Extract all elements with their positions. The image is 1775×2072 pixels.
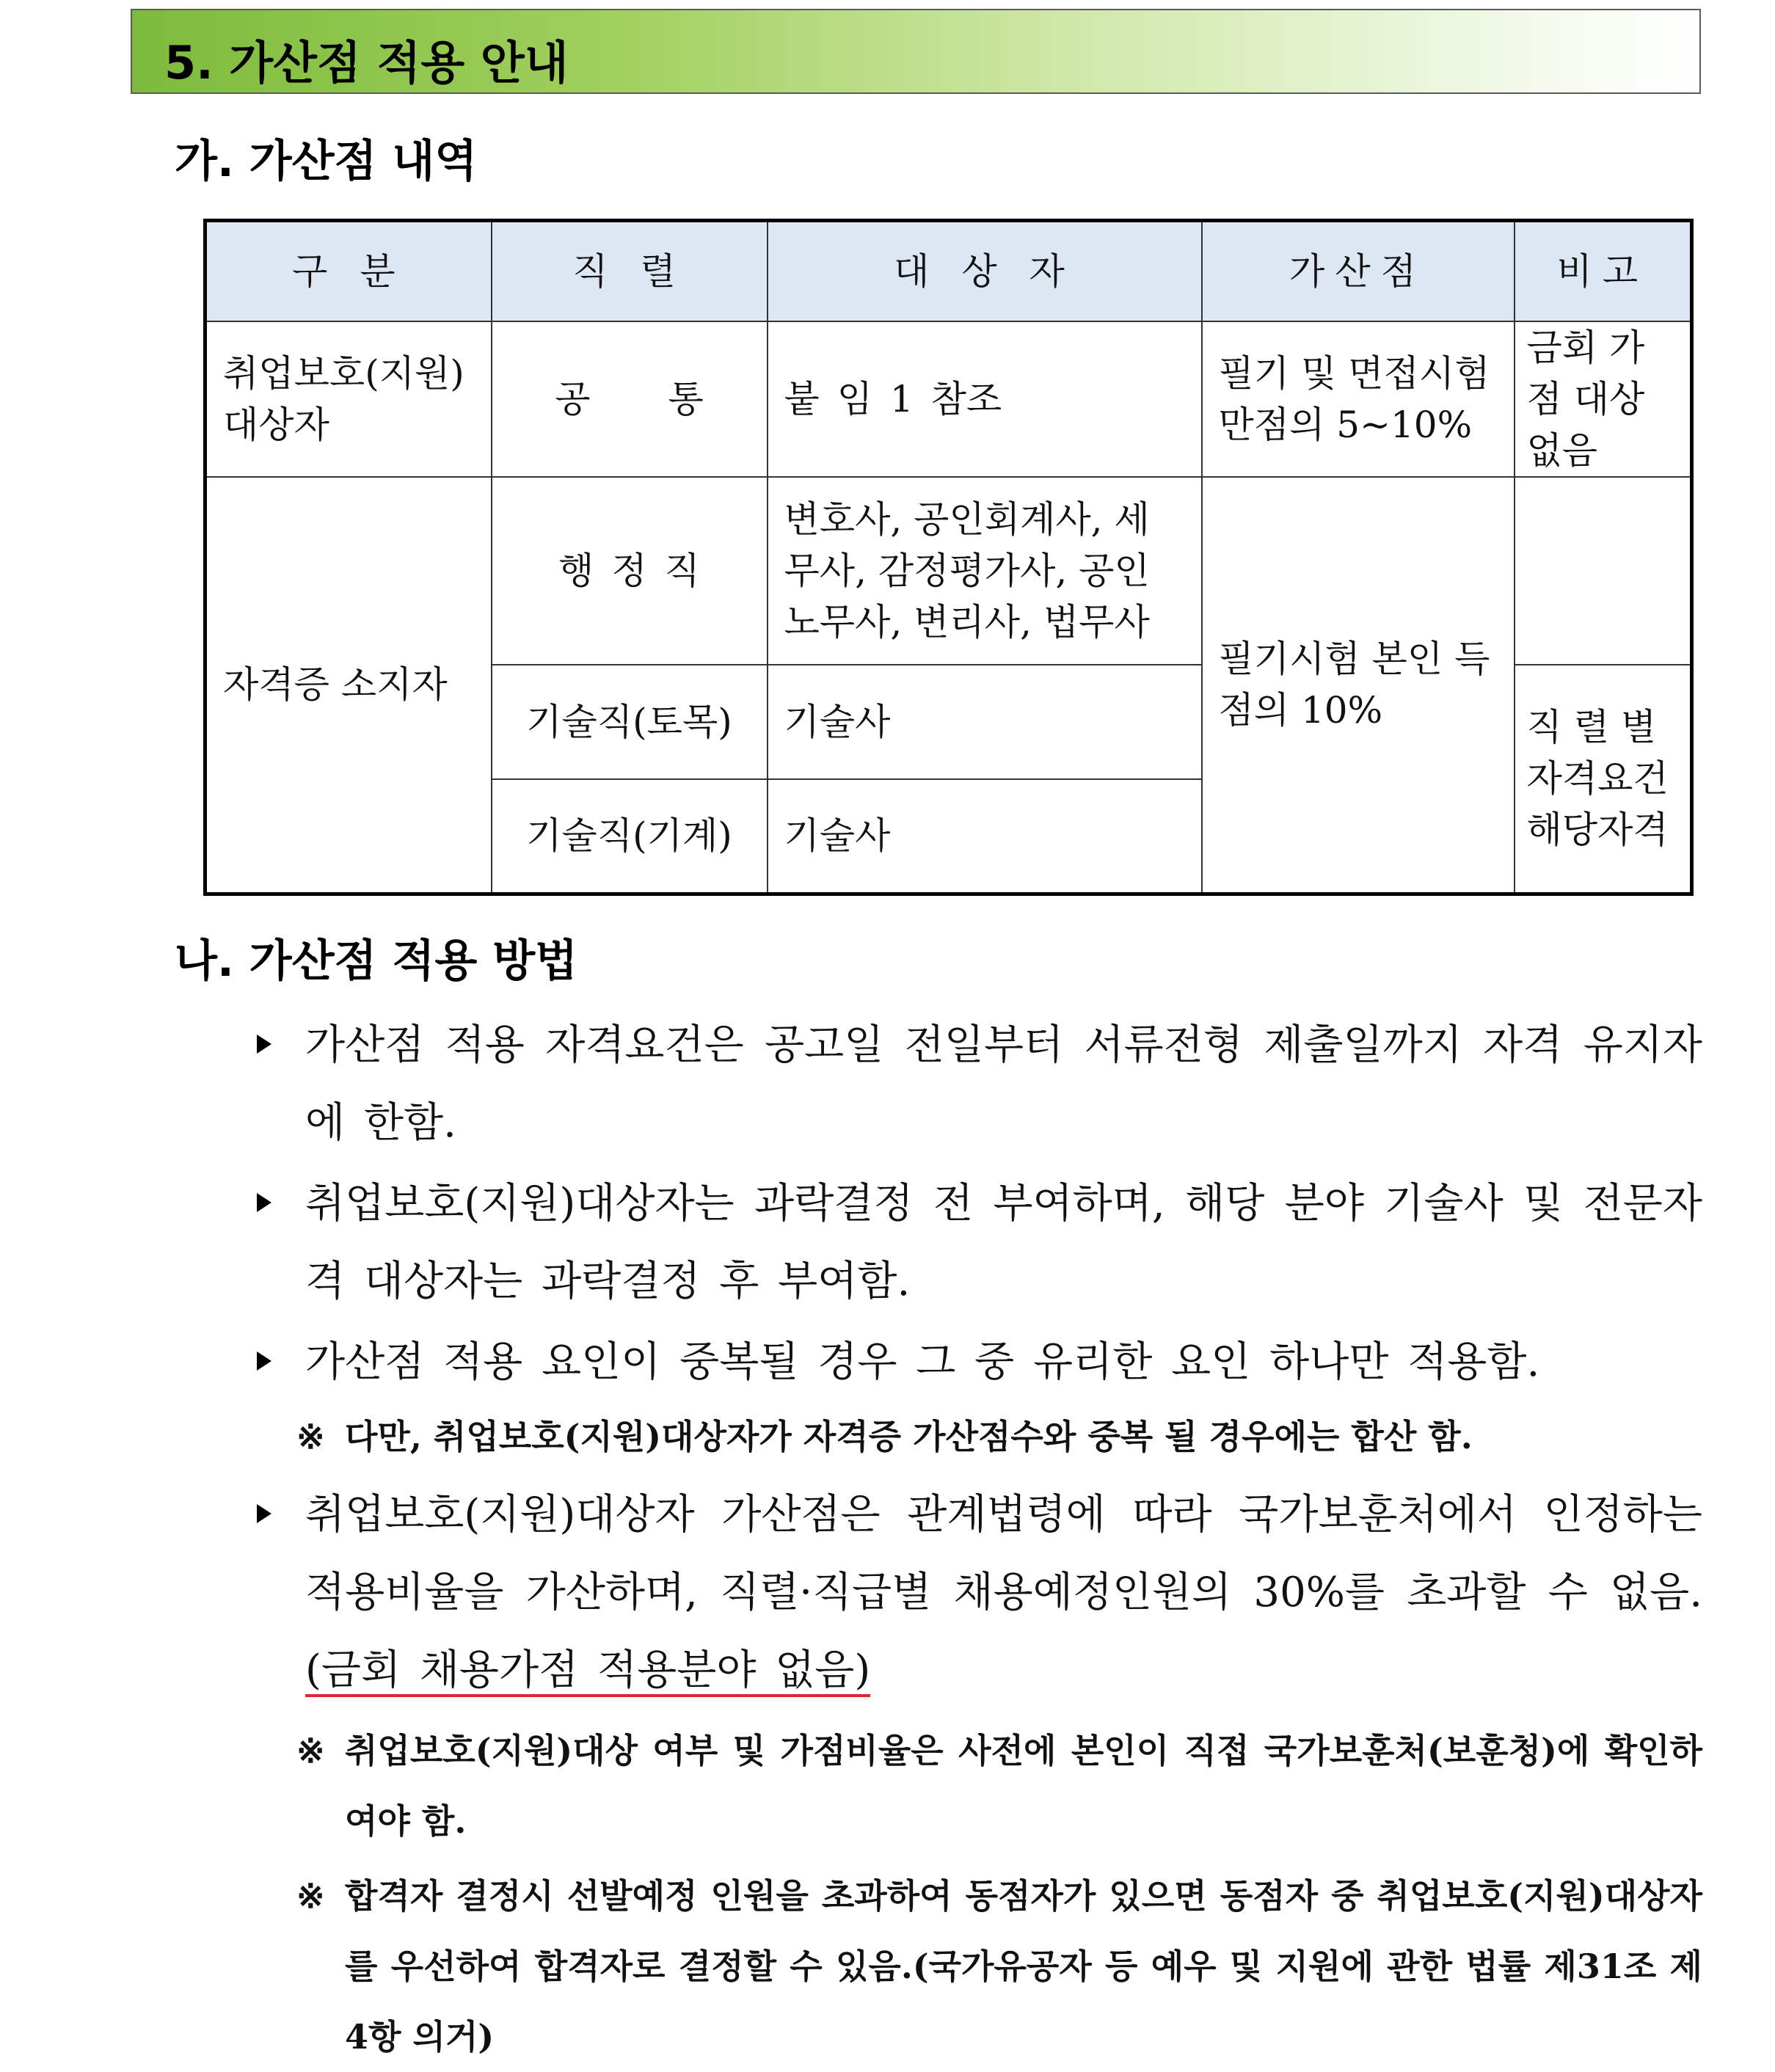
header-category: 구 분: [205, 221, 492, 322]
cell-target: 기술사: [768, 779, 1202, 894]
section-title-bar: [131, 9, 1701, 94]
header-note: 비고: [1515, 221, 1692, 322]
list-item: [249, 1007, 1702, 1162]
cell-category: 취업보호(지원)대상자: [205, 321, 492, 477]
cell-category: 자격증 소지자: [205, 477, 492, 894]
cell-job: 기술직(기계): [492, 779, 768, 894]
cell-points: 필기 및 면접시험 만점의 5~10%: [1202, 321, 1515, 477]
table-header-row: [205, 221, 1692, 322]
cell-target: 기술사: [768, 665, 1202, 779]
bullet-text: 취업보호(지원)대상자는 과락결정 전 부여하며, 해당 분야 기술사 및 전문자격 대상자는 과락결정 후 부여함.: [305, 1180, 1702, 1305]
triangle-bullet-icon: [257, 1504, 271, 1523]
triangle-bullet-icon: [257, 1035, 271, 1054]
header-target: 대 상 자: [768, 221, 1202, 322]
cell-target: 붙 임 1 참조: [768, 321, 1202, 477]
cell-target: 변호사, 공인회계사, 세무사, 감정평가사, 공인노무사, 변리사, 법무사: [768, 477, 1202, 665]
bullet-text: 가산점 적용 자격요건은 공고일 전일부터 서류전형 제출일까지 자격 유지자에 한함.: [305, 1021, 1702, 1147]
list-item: [249, 1165, 1702, 1321]
cell-note-empty: [1515, 477, 1692, 665]
reference-mark: ※: [296, 1731, 325, 1770]
bullet-text: 취업보호(지원)대상자 가산점은 관계법령에 따라 국가보훈처에서 인정하는 적용비율을 가산하며, 직렬·직급별 채용예정인원의 30%를 초과할 수 없음.: [305, 1491, 1702, 1616]
cell-note: 직 렬 별 자격요건 해당자격: [1515, 665, 1692, 894]
note-item: [296, 1401, 1702, 1472]
table-row: [205, 477, 1692, 665]
note-item: [296, 1861, 1702, 2072]
reference-mark: ※: [296, 1417, 325, 1456]
triangle-bullet-icon: [257, 1351, 271, 1371]
header-job: 직 렬: [492, 221, 768, 322]
cell-job: 기술직(토목): [492, 665, 768, 779]
note-text: 다만, 취업보호(지원)대상자가 자격증 가산점수와 중복 될 경우에는 합산 함.: [345, 1417, 1473, 1456]
note-text: 합격자 결정시 선발예정 인원을 초과하여 동점자가 있으면 동점자 중 취업보호(지원)대상자를 우선하여 합격자로 결정할 수 있음.(국가유공자 등 예우 및 지원에 관한 법률 제31조 제4항 의거): [345, 1876, 1702, 2057]
note-item: [296, 1715, 1702, 1856]
triangle-bullet-icon: [257, 1193, 271, 1212]
note-text: 취업보호(지원)대상 여부 및 가점비율은 사전에 본인이 직접 국가보훈처(보훈청)에 확인하여야 함.: [345, 1731, 1702, 1841]
subsection-b-title: 나. 가산점 적용 방법: [175, 935, 578, 987]
method-list: [249, 1007, 1702, 2072]
reference-mark: ※: [296, 1876, 325, 1916]
bonus-points-table: [203, 219, 1694, 896]
bullet-text: 가산점 적용 요인이 중복될 경우 그 중 유리한 요인 하나만 적용함.: [305, 1338, 1540, 1386]
underlined-remark: (금회 채용가점 적용분야 없음): [305, 1646, 870, 1697]
list-item: [249, 1324, 1702, 1401]
list-item: [249, 1476, 1702, 1710]
subsection-a-title: 가. 가산점 내역: [175, 136, 478, 187]
cell-job: 공 통: [492, 321, 768, 477]
table-row: [205, 321, 1692, 477]
header-points: 가산점: [1202, 221, 1515, 322]
cell-note: 금회 가점 대상 없음: [1515, 321, 1692, 477]
section-title: 5. 가산점 적용 안내: [164, 36, 569, 90]
cell-job: 행 정 직: [492, 477, 768, 665]
cell-points: 필기시험 본인 득점의 10%: [1202, 477, 1515, 894]
